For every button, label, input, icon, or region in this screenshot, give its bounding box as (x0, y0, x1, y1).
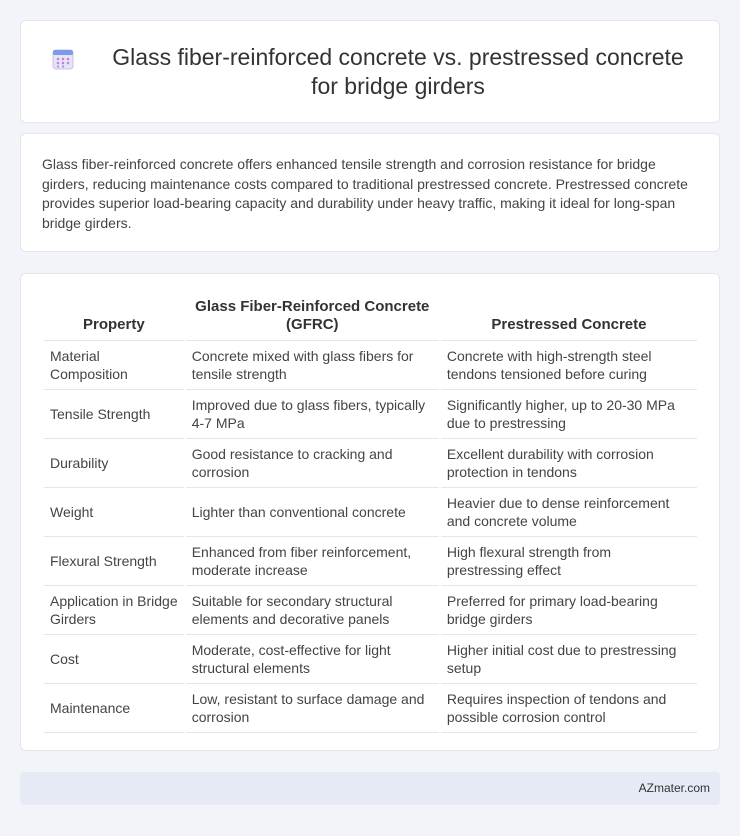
cell-gfrc: Enhanced from fiber reinforcement, moderate increase (186, 537, 439, 586)
cell-property: Weight (44, 488, 184, 537)
cell-property: Flexural Strength (44, 537, 184, 586)
title-wrap (51, 21, 699, 122)
cell-property: Durability (44, 439, 184, 488)
footer-bar (20, 772, 720, 805)
table-header-row (44, 294, 697, 341)
cell-prestressed: Concrete with high-strength steel tendons tensioned before curing (441, 341, 697, 390)
cell-property: Tensile Strength (44, 390, 184, 439)
cell-property: Maintenance (44, 684, 184, 733)
header-gfrc: Glass Fiber-Reinforced Concrete (GFRC) (186, 294, 439, 341)
summary-card (20, 133, 720, 252)
cell-property: Cost (44, 635, 184, 684)
table-row (44, 390, 697, 439)
cell-gfrc: Low, resistant to surface damage and corrosion (186, 684, 439, 733)
comparison-table-card (20, 273, 720, 751)
table-row (44, 635, 697, 684)
cell-property: Application in Bridge Girders (44, 586, 184, 635)
cell-prestressed: High flexural strength from prestressing effect (441, 537, 697, 586)
cell-property: Material Composition (44, 341, 184, 390)
calendar-icon (51, 47, 75, 71)
footer-brand: AZmater.com (638, 781, 710, 795)
header-property: Property (44, 294, 184, 341)
table-row (44, 537, 697, 586)
cell-gfrc: Suitable for secondary structural elements and decorative panels (186, 586, 439, 635)
header-prestressed: Prestressed Concrete (441, 294, 697, 341)
cell-prestressed: Significantly higher, up to 20-30 MPa due to prestressing (441, 390, 697, 439)
table-row (44, 488, 697, 537)
table-row (44, 439, 697, 488)
table-row (44, 684, 697, 733)
cell-prestressed: Preferred for primary load-bearing bridge girders (441, 586, 697, 635)
comparison-table (42, 294, 699, 733)
summary-text: Glass fiber-reinforced concrete offers enhanced tensile strength and corrosion resistance for bridge girders, reducing maintenance costs compared to traditional prestressed concrete. Prestressed concrete provides superior load-bearing capacity and durability under heavy traffic, making it ideal for long-span bridge girders. (42, 156, 688, 231)
cell-gfrc: Concrete mixed with glass fibers for tensile strength (186, 341, 439, 390)
cell-prestressed: Higher initial cost due to prestressing setup (441, 635, 697, 684)
cell-prestressed: Excellent durability with corrosion protection in tendons (441, 439, 697, 488)
title-card (20, 20, 720, 123)
cell-gfrc: Improved due to glass fibers, typically 4-7 MPa (186, 390, 439, 439)
cell-gfrc: Lighter than conventional concrete (186, 488, 439, 537)
cell-prestressed: Heavier due to dense reinforcement and concrete volume (441, 488, 697, 537)
cell-prestressed: Requires inspection of tendons and possible corrosion control (441, 684, 697, 733)
table-row (44, 586, 697, 635)
table-row (44, 341, 697, 390)
cell-gfrc: Moderate, cost-effective for light structural elements (186, 635, 439, 684)
page-title: Glass fiber-reinforced concrete vs. prestressed concrete for bridge girders (112, 43, 684, 99)
cell-gfrc: Good resistance to cracking and corrosion (186, 439, 439, 488)
